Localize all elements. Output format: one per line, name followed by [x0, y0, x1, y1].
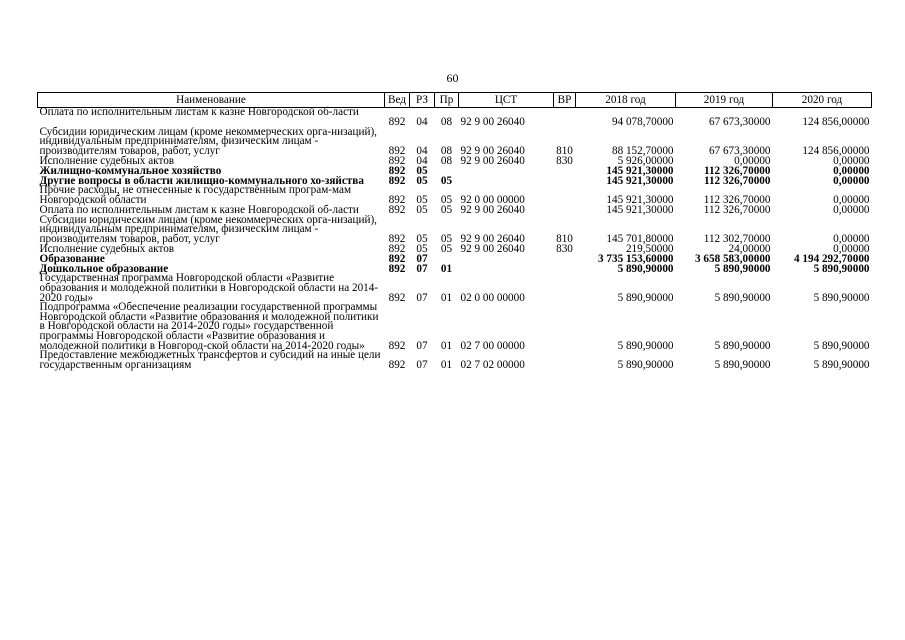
row-2020: 4 194 292,70000 — [793, 252, 870, 265]
row-ved: 892 — [388, 116, 406, 128]
row-ved: 892 — [388, 193, 406, 206]
row-2019: 112 326,70000 — [703, 203, 771, 216]
row-name: Государственная программа Новгородской области «Развитие образования и молодежной политики в Новгородской области на 2014-2020 годы» — [39, 272, 379, 304]
row-rz: 07 — [416, 291, 428, 304]
row-2020: 0,00000 — [833, 164, 870, 177]
row-cst: 92 9 00 26040 — [460, 116, 525, 128]
row-name: Предоставление межбюджетных трансфертов и субсидий на иные цели государственным организациям — [39, 349, 381, 371]
row-2019: 5 890,90000 — [714, 339, 771, 352]
row-2019: 112 326,70000 — [703, 174, 771, 187]
row-pr: 05 — [440, 174, 453, 187]
row-2019: 112 326,70000 — [703, 164, 771, 177]
row-rz: 05 — [416, 193, 428, 206]
row-name: Оплата по исполнительным листам к казне Новгородской об-ласти — [39, 106, 359, 118]
row-cst: 02 7 00 00000 — [460, 339, 525, 352]
table-row — [38, 274, 872, 303]
row-2019: 112 326,70000 — [703, 193, 771, 206]
row-2020: 124 856,00000 — [802, 144, 870, 157]
row-vr — [554, 264, 576, 274]
header-rz: РЗ — [410, 93, 435, 108]
row-pr: 01 — [440, 358, 453, 371]
row-2018: 219,50000 — [625, 242, 674, 255]
row-vr — [554, 118, 576, 128]
row-name: Субсидии юридическим лицам (кроме некоммерческих орга-низаций), индивидуальным предпринимателям, физическим лицам - производителям товаров, работ, услуг — [39, 213, 377, 245]
row-vr — [554, 166, 576, 176]
row-cst: 02 7 02 00000 — [460, 358, 525, 371]
row-ved: 892 — [388, 174, 406, 187]
row-pr: 05 — [440, 232, 453, 245]
row-2019: 67 673,30000 — [708, 144, 771, 157]
row-ved: 892 — [388, 203, 406, 216]
row-2018: 88 152,70000 — [611, 144, 674, 157]
header-pr: Пр — [435, 93, 459, 108]
row-2019: 112 302,70000 — [703, 232, 771, 245]
row-2020: 5 890,90000 — [813, 358, 870, 371]
row-2020: 0,00000 — [833, 193, 870, 206]
row-vr: 810 — [556, 144, 573, 157]
row-vr — [554, 176, 576, 186]
row-name: Исполнение судебных актов — [39, 242, 175, 255]
row-cst: 92 9 00 26040 — [460, 144, 525, 157]
row-pr: 05 — [440, 193, 453, 206]
row-name: Жилищно-коммунальное хозяйство — [39, 164, 222, 177]
row-2018: 3 735 153,60000 — [597, 252, 674, 265]
row-vr: 830 — [556, 154, 573, 167]
row-cst — [459, 176, 554, 186]
row-2019: 3 658 583,00000 — [694, 252, 771, 265]
row-2018: 145 701,80000 — [606, 232, 674, 245]
header-vr: ВР — [554, 93, 576, 108]
row-rz: 05 — [416, 232, 428, 245]
table-row — [38, 216, 872, 245]
row-rz: 07 — [416, 358, 428, 371]
row-pr: 08 — [440, 154, 453, 167]
row-pr: 01 — [440, 291, 453, 304]
row-ved: 892 — [388, 242, 406, 255]
row-2018: 145 921,30000 — [606, 174, 674, 187]
row-ved: 892 — [388, 144, 406, 157]
row-2019: 0,00000 — [734, 154, 771, 167]
row-vr — [554, 254, 576, 264]
row-pr: 08 — [440, 144, 453, 157]
row-2019: 24,00000 — [728, 242, 771, 255]
table-row — [38, 186, 872, 205]
row-rz: 05 — [416, 174, 428, 187]
table-row — [38, 128, 872, 157]
header-name: Наименование — [38, 93, 385, 108]
row-2019: 5 890,90000 — [714, 358, 771, 371]
row-cst — [459, 166, 554, 176]
row-2018: 145 921,30000 — [606, 203, 674, 216]
row-cst: 92 9 00 26040 — [460, 232, 525, 245]
row-2020: 5 890,90000 — [813, 262, 870, 275]
row-ved: 892 — [388, 252, 406, 265]
row-vr — [554, 186, 576, 205]
row-ved: 892 — [388, 164, 406, 177]
header-ved: Вед — [385, 93, 410, 108]
row-2018: 145 921,30000 — [606, 193, 674, 206]
row-2020: 0,00000 — [833, 242, 870, 255]
row-cst: 02 0 00 00000 — [460, 291, 525, 304]
row-2019: 5 890,90000 — [714, 262, 771, 275]
row-rz: 04 — [416, 144, 428, 157]
row-2020: 0,00000 — [833, 174, 870, 187]
row-2019: 67 673,30000 — [708, 116, 771, 128]
row-vr — [554, 206, 576, 216]
page-number: 60 — [446, 71, 459, 85]
header-2019: 2019 год — [676, 93, 773, 108]
row-name: Подпрограмма «Обеспечение реализации государственной программы Новгородской области «Развитие образования и молодежной политики в Новгородской области на 2014-2020 годы» государственной программы Новгородской области «Развитие образования и молодежной политики в Новгород-ской области на 2014-2020 годы» — [39, 301, 379, 352]
row-name: Образование — [39, 252, 105, 265]
table-row — [38, 351, 872, 370]
row-name: Другие вопросы в области жилищно-коммунального хо-зяйства — [39, 174, 364, 187]
row-2018: 5 890,90000 — [617, 358, 674, 371]
row-name: Прочие расходы, не отнесенные к государственным програм-мам Новгородской области — [39, 184, 352, 206]
row-rz: 07 — [416, 252, 428, 265]
row-ved: 892 — [388, 291, 406, 304]
row-cst — [459, 264, 554, 274]
row-rz: 07 — [416, 262, 428, 275]
row-rz: 05 — [416, 164, 428, 177]
row-cst: 92 9 00 26040 — [460, 203, 525, 216]
row-2020: 5 890,90000 — [813, 339, 870, 352]
row-ved: 892 — [388, 358, 406, 371]
row-rz: 04 — [416, 154, 428, 167]
budget-table — [37, 92, 872, 370]
row-cst — [459, 254, 554, 264]
row-vr — [554, 274, 576, 303]
header-2018: 2018 год — [576, 93, 676, 108]
row-vr — [554, 108, 576, 118]
row-rz: 05 — [416, 203, 428, 216]
row-2019: 5 890,90000 — [714, 291, 771, 304]
row-ved: 892 — [388, 154, 406, 167]
row-vr — [554, 351, 576, 370]
row-2020: 0,00000 — [833, 203, 870, 216]
row-cst: 92 9 00 26040 — [460, 242, 525, 255]
row-pr: 08 — [440, 116, 453, 128]
row-ved: 892 — [388, 232, 406, 245]
row-2018: 5 926,00000 — [617, 154, 674, 167]
table-row — [38, 303, 872, 351]
row-name: Исполнение судебных актов — [39, 154, 175, 167]
row-2018: 5 890,90000 — [617, 291, 674, 304]
row-cst: 92 0 00 00000 — [460, 193, 525, 206]
row-pr: 01 — [440, 339, 453, 352]
row-pr: 01 — [440, 262, 453, 275]
row-2018: 94 078,70000 — [611, 116, 674, 128]
row-2018: 145 921,30000 — [606, 164, 674, 177]
row-rz: 07 — [416, 339, 428, 352]
row-2018: 5 890,90000 — [617, 339, 674, 352]
row-rz: 05 — [416, 242, 428, 255]
row-2020: 0,00000 — [833, 232, 870, 245]
row-vr — [554, 303, 576, 351]
row-cst: 92 9 00 26040 — [460, 154, 525, 167]
row-2020: 0,00000 — [833, 154, 870, 167]
header-2020: 2020 год — [773, 93, 872, 108]
row-2018: 5 890,90000 — [617, 262, 674, 275]
row-ved: 892 — [388, 262, 406, 275]
row-ved: 892 — [388, 339, 406, 352]
row-vr: 830 — [556, 242, 573, 255]
row-2020: 124 856,00000 — [802, 116, 870, 128]
row-rz: 04 — [416, 116, 428, 128]
row-pr: 05 — [440, 203, 453, 216]
header-cst: ЦСТ — [459, 93, 554, 108]
row-pr: 05 — [440, 242, 453, 255]
row-2020: 5 890,90000 — [813, 291, 870, 304]
row-name: Дошкольное образование — [39, 262, 169, 275]
row-vr: 810 — [556, 232, 573, 245]
row-name: Субсидии юридическим лицам (кроме некоммерческих орга-низаций), индивидуальным предпринимателям, физическим лицам - производителям товаров, работ, услуг — [39, 125, 377, 157]
row-name: Оплата по исполнительным листам к казне Новгородской об-ласти — [39, 203, 359, 216]
